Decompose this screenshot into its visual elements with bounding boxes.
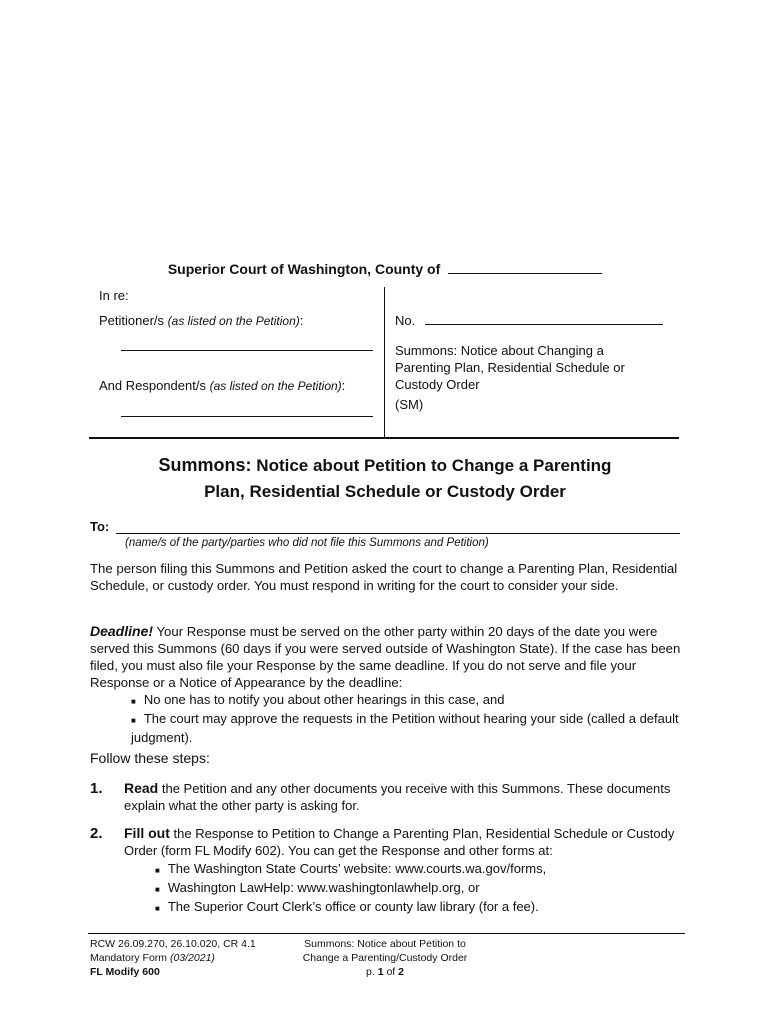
step-1-number: 1. [90, 780, 103, 797]
sub-bullet-lawhelp-text: Washington LawHelp: www.washingtonlawhelp.org, or [167, 880, 480, 895]
petitioner-label: Petitioner/s (as listed on the Petition): [99, 313, 304, 328]
step-1-text: the Petition and any other documents you receive with this Summons. These documents explain what the other party is asking for. [124, 781, 671, 813]
sub-bullet-courts-text: The Washington State Courts’ website: www.courts.wa.gov/forms, [167, 861, 547, 876]
footer-rcw: RCW 26.09.270, 26.10.020, CR 4.1 [90, 938, 256, 950]
step-2 [124, 825, 684, 859]
footer-mandatory [90, 951, 256, 965]
page-of: of [386, 966, 396, 978]
footer-center-line2: Change a Parenting/Custody Order [302, 952, 468, 964]
document-title-line1 [0, 453, 770, 478]
document-title-line2: Plan, Residential Schedule or Custody Order [204, 482, 566, 501]
step-2-lead: Fill out [124, 825, 170, 841]
respondent-name-line[interactable] [121, 416, 373, 417]
title-line1-rest: Notice about Petition to Change a Parenting [256, 456, 612, 475]
petitioner-name-line[interactable] [121, 350, 373, 351]
sub-bullet-clerk-text: The Superior Court Clerk’s office or county law library (for a fee). [167, 899, 539, 914]
footer-center-line1: Summons: Notice about Petition to [304, 938, 466, 950]
deadline-paragraph [90, 623, 690, 691]
bullet-square-icon: ■ [155, 866, 160, 875]
step-2-number: 2. [90, 825, 103, 842]
page-current: 1 [377, 966, 384, 978]
title-summons: Summons: [158, 455, 252, 475]
bullet-square-icon: ■ [131, 697, 136, 706]
step-2-sub-bullets [155, 860, 546, 917]
footer-rule [88, 933, 685, 934]
deadline-text: Your Response must be served on the other party within 20 days of the date you were served this Summons (60 days if you were served outside of Washington State). If the case has been filed, you must also file your Response by the same deadline. If you do not serve and file your Response or a Notice of Appearance by the deadline: [90, 624, 681, 690]
respondent-label: And Respondent/s (as listed on the Petition): [99, 378, 346, 393]
petitioner-label-text: Petitioner/s [99, 313, 165, 328]
bullet-square-icon: ■ [155, 904, 160, 913]
footer-form-number: FL Modify 600 [90, 966, 160, 978]
footer-mandatory-text: Mandatory Form [90, 952, 168, 964]
deadline-bullet-1-text: No one has to notify you about other hearings in this case, and [143, 692, 505, 707]
respondent-note: (as listed on the Petition) [209, 379, 342, 393]
footer-date: (03/2021) [169, 952, 215, 964]
deadline-bullet-2-text: The court may approve the requests in the Petition without hearing your side (called a default judgment). [131, 711, 679, 745]
caption-doc-title: Summons: Notice about Changing a Parenting Plan, Residential Schedule or Custody Order [395, 343, 625, 392]
deadline-bullet-1 [131, 691, 691, 710]
court-name: Superior Court of Washington, County of [167, 261, 441, 277]
bullet-square-icon: ■ [131, 716, 136, 725]
to-label-text: To [90, 519, 105, 534]
court-header [0, 261, 770, 277]
sub-bullet-clerk [155, 898, 546, 917]
step-2-text: the Response to Petition to Change a Parenting Plan, Residential Schedule or Custody Order (form FL Modify 602). You can get the Response and other forms at: [124, 826, 675, 858]
case-number-blank[interactable] [425, 324, 663, 325]
deadline-bullet-2 [131, 710, 691, 746]
to-label: To: [90, 519, 110, 534]
in-re-label: In re: [99, 288, 129, 303]
step-1-lead: Read [124, 780, 159, 796]
caption-divider [384, 287, 385, 438]
county-blank[interactable] [448, 273, 602, 274]
case-number [395, 313, 663, 328]
deadline-label: Deadline! [90, 623, 154, 639]
intro-paragraph: The person filing this Summons and Petition asked the court to change a Parenting Plan, Residential Schedule, or custody order. You must respond in writing for the court to consider your side. [90, 561, 678, 593]
footer-page-number [285, 965, 485, 979]
respondent-label-text: And Respondent/s [99, 378, 206, 393]
footer-left [90, 937, 256, 979]
to-note: (name/s of the party/parties who did not file this Summons and Petition) [125, 537, 489, 549]
petitioner-note: (as listed on the Petition) [167, 314, 300, 328]
page-total: 2 [398, 966, 404, 978]
footer-center [285, 937, 485, 979]
case-number-label: No. [395, 313, 416, 328]
step-1 [124, 780, 684, 814]
bullet-square-icon: ■ [155, 885, 160, 894]
sub-bullet-courts [155, 860, 546, 879]
caption-doc-code: (SM) [395, 397, 424, 412]
steps-intro: Follow these steps: [90, 750, 210, 766]
page-prefix: p. [366, 966, 375, 978]
to-name-line[interactable] [116, 533, 680, 534]
sub-bullet-lawhelp [155, 879, 546, 898]
caption-bottom-rule [89, 437, 679, 439]
